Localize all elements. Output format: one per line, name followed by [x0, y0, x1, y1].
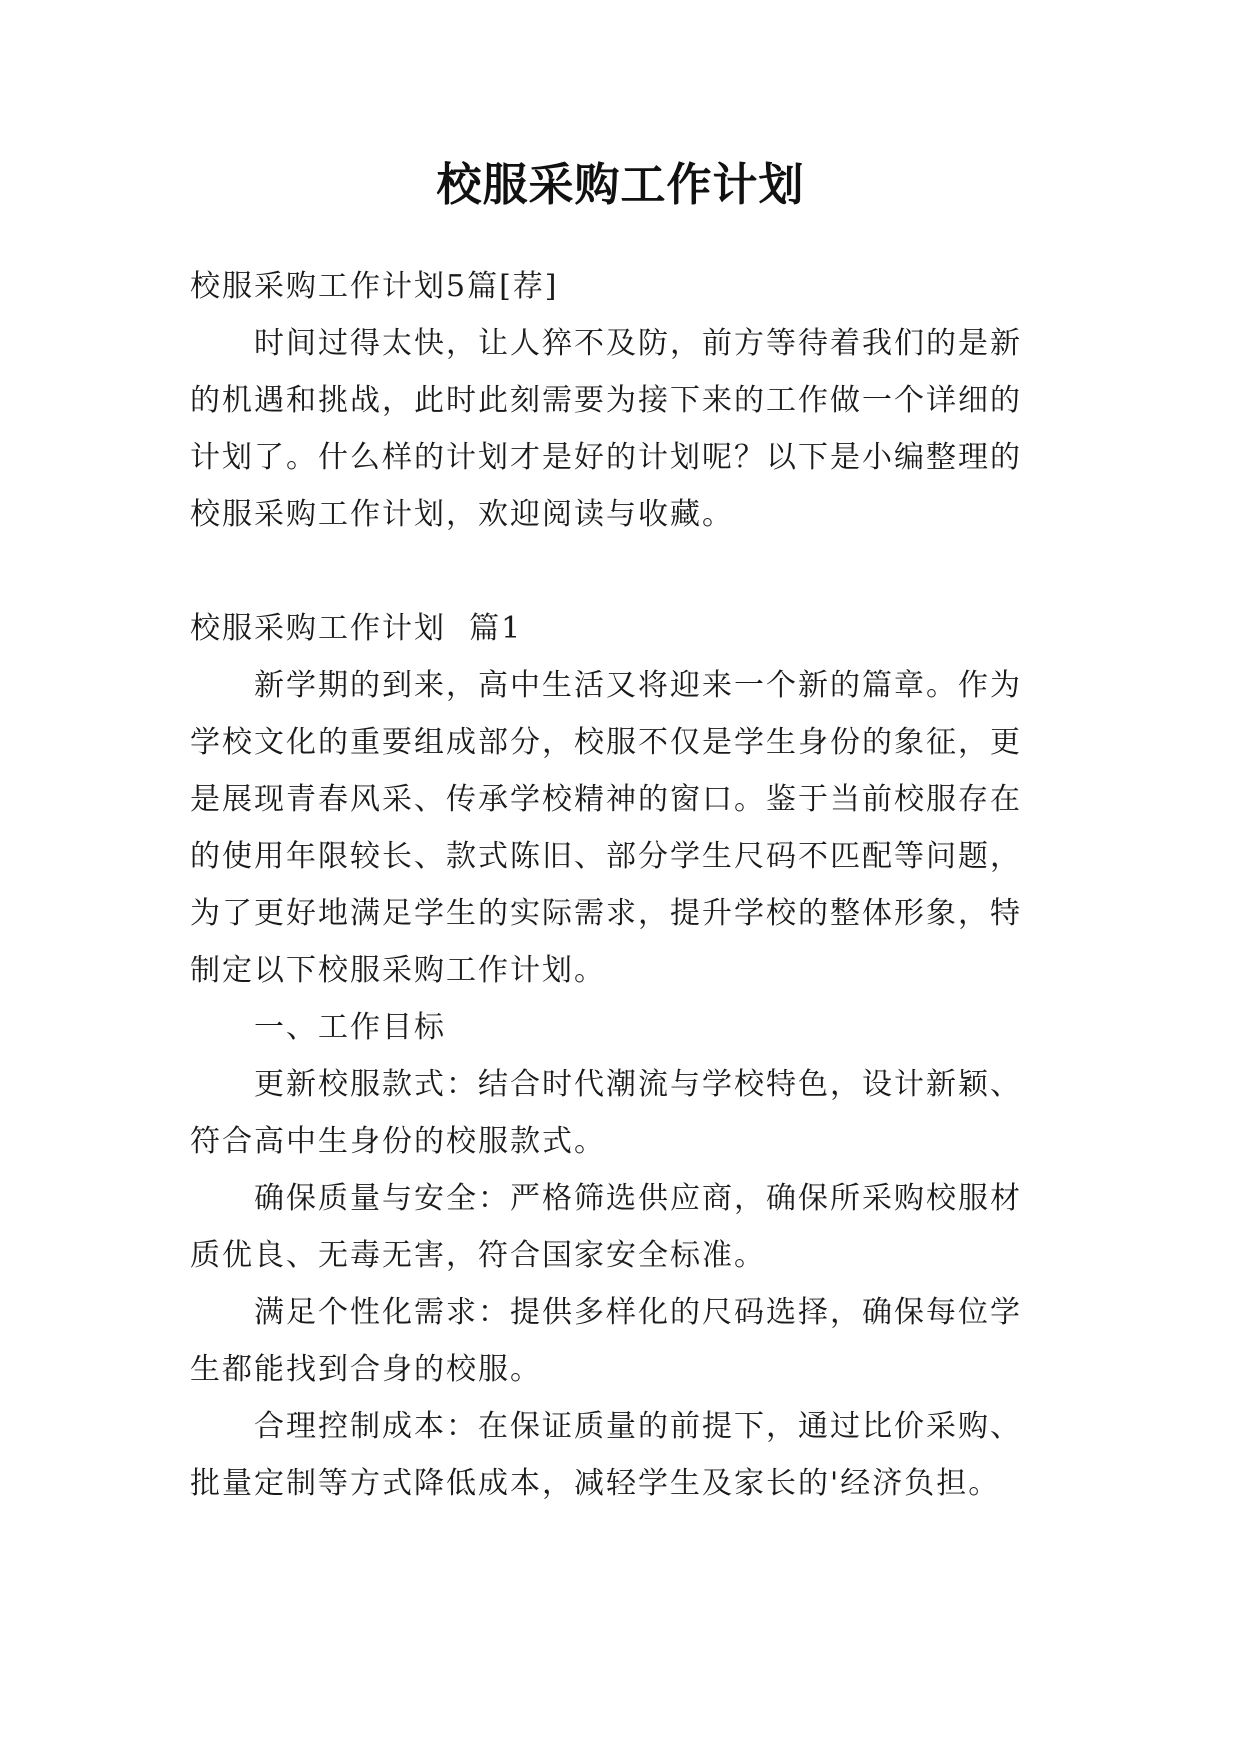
- blank-line: [190, 543, 1060, 600]
- goal-item: [190, 1170, 1060, 1284]
- goal-item: [190, 1284, 1060, 1398]
- paragraph-line: 新学期的到来，高中生活又将迎来一个新的篇章。作为: [254, 668, 1022, 703]
- section-paragraph: [190, 657, 1060, 999]
- goal-item: [190, 1056, 1060, 1170]
- goal-item: [190, 1398, 1060, 1512]
- paragraph-line: 学校文化的重要组成部分，校服不仅是学生身份的象征，更: [190, 725, 1022, 760]
- paragraph-line: 符合高中生身份的校服款式。: [190, 1124, 606, 1159]
- paragraph-line: 时间过得太快，让人猝不及防，前方等待着我们的是新: [254, 326, 1022, 361]
- paragraph-line: 满足个性化需求：提供多样化的尺码选择，确保每位学: [254, 1295, 1022, 1330]
- paragraph-line: 是展现青春风采、传承学校精神的窗口。鉴于当前校服存在: [190, 782, 1022, 817]
- goal-heading: [190, 999, 1060, 1056]
- intro-paragraph: [190, 315, 1060, 543]
- paragraph-line: 确保质量与安全：严格筛选供应商，确保所采购校服材: [254, 1181, 1022, 1216]
- paragraph-line: 计划了。什么样的计划才是好的计划呢？以下是小编整理的: [190, 440, 1022, 475]
- paragraph-line: 为了更好地满足学生的实际需求，提升学校的整体形象，特: [190, 896, 1022, 931]
- paragraph-line: 合理控制成本：在保证质量的前提下，通过比价采购、: [254, 1409, 1022, 1444]
- section-heading-line: 校服采购工作计划 篇1: [190, 611, 523, 646]
- goal-heading-line: 一、工作目标: [254, 1010, 446, 1045]
- document-body: [190, 258, 1060, 1512]
- document-title: 校服采购工作计划: [436, 158, 805, 211]
- paragraph-line: 生都能找到合身的校服。: [190, 1352, 542, 1387]
- subtitle-line: 校服采购工作计划5篇[荐]: [190, 269, 559, 304]
- paragraph-line: 制定以下校服采购工作计划。: [190, 953, 606, 988]
- section-heading: [190, 600, 1060, 657]
- paragraph-line: 批量定制等方式降低成本，减轻学生及家长的'经济负担。: [190, 1466, 1001, 1501]
- document-subtitle: [190, 258, 1060, 315]
- paragraph-line: 的机遇和挑战，此时此刻需要为接下来的工作做一个详细的: [190, 383, 1022, 418]
- paragraph-line: 校服采购工作计划，欢迎阅读与收藏。: [190, 497, 734, 532]
- paragraph-line: 的使用年限较长、款式陈旧、部分学生尺码不匹配等问题，: [190, 839, 1022, 874]
- paragraph-line: 质优良、无毒无害，符合国家安全标准。: [190, 1238, 766, 1273]
- paragraph-line: 更新校服款式：结合时代潮流与学校特色，设计新颖、: [254, 1067, 1022, 1102]
